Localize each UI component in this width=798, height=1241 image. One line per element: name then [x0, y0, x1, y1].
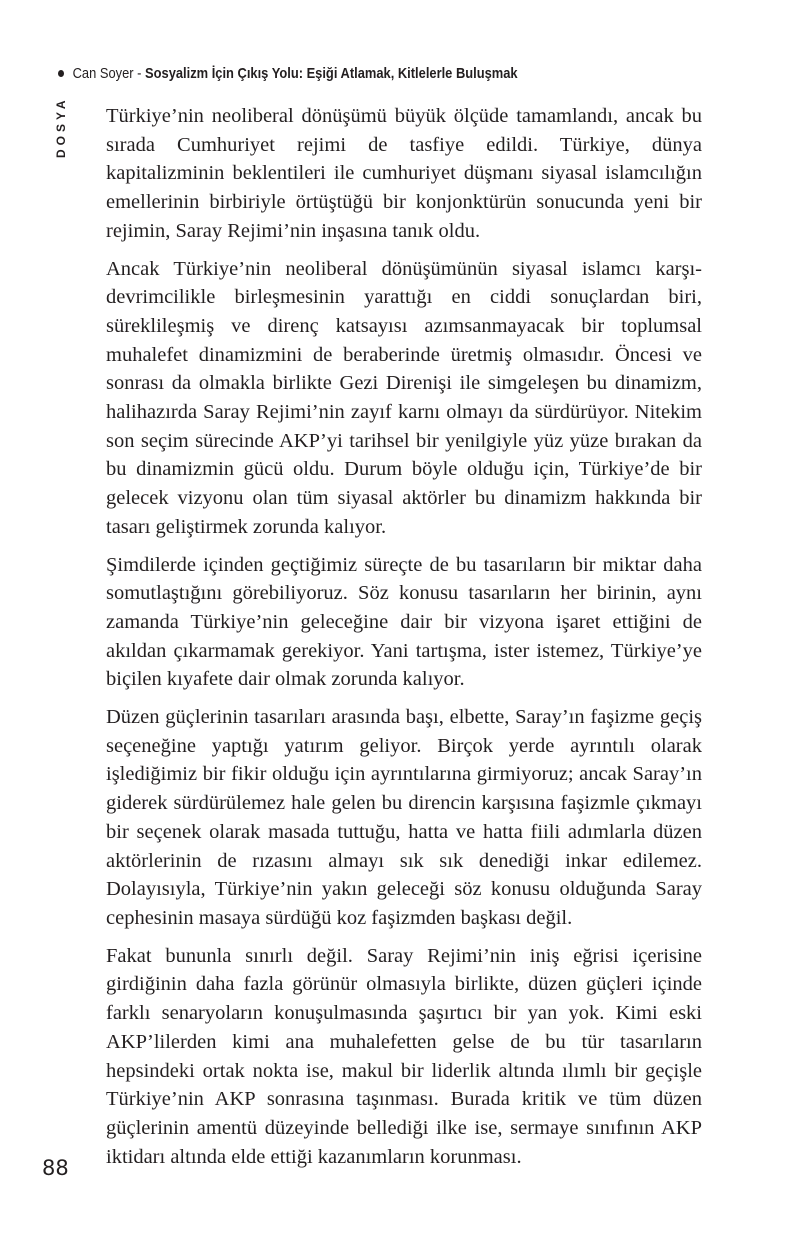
section-label — [54, 88, 74, 158]
section-label-text: DOSYA — [54, 96, 68, 158]
paragraph: Düzen güçlerinin tasarıları arasında başı, elbette, Saray’ın faşizme geçiş seçeneğine yaptığı yatırım geliyor. Birçok yerde ayrıntılı olarak işlediğimiz bir fikir olduğu için ayrıntılarına girmiyoruz; ancak Saray’ın giderek sürdürülemez hale gelen bu direncin karşısına faşizmle çıkmayı bir seçenek olarak masada tuttuğu, hatta ve hatta fiili adımlarla düzen aktörlerinin de rızasını almayı sık sık denediği inkar edilemez. Dolayısıyla, Türkiye’nin yakın geleceği söz konusu olduğunda Saray cephesinin masaya sürdüğü koz faşizmden başkası değil. — [106, 706, 702, 929]
header-author: Can Soyer - — [72, 65, 146, 82]
page-number: 88 — [42, 1156, 69, 1180]
header-title: Sosyalizm İçin Çıkış Yolu: Eşiği Atlamak, Kitlelerle Buluşmak — [145, 65, 518, 82]
paragraph: Şimdilerde içinden geçtiğimiz süreçte de bu tasarıların bir miktar daha somutlaştığını görebiliyoruz. Söz konusu tasarıların her birinin, aynı zamanda Türkiye’nin geleceğine dair bir vizyona işaret ettiğini de akıldan çıkarmamak gerekiyor. Yani tartışma, ister istemez, Türkiye’ye biçilen kıyafete dair olmak zorunda kalıyor. — [106, 553, 702, 691]
bullet-icon — [58, 70, 64, 77]
running-header — [58, 64, 608, 84]
article-body — [106, 102, 702, 1180]
paragraph: Fakat bununla sınırlı değil. Saray Rejimi’nin iniş eğrisi içerisine girdiğinin daha fazla görünür olmasıyla birlikte, düzen güçleri içinde farklı senaryoların konuşulmasında şaşırtıcı bir yan yok. Kimi eski AKP’lilerden kimi ana muhalefetten gelse de bu tür tasarıların hepsindeki ortak nokta ise, makul bir liderlik altında ılımlı bir geçişle Türkiye’nin AKP sonrasına taşınması. Burada kritik ve tüm düzen güçlerinin amentü düzeyinde bellediği ilke ise, sermaye sınıfının AKP iktidarı altında elde ettiği kazanımların korunması. — [106, 944, 702, 1168]
paragraph: Ancak Türkiye’nin neoliberal dönüşümünün siyasal islamcı karşı-devrimcilikle birleşmesinin yarattığı en ciddi sonuçlardan biri, süreklileşmiş ve direnç katsayısı azımsanmayacak bir toplumsal muhalefet dinamizmini de beraberinde üretmiş olmasıdır. Öncesi ve sonrası da olmakla birlikte Gezi Direnişi ile simgeleşen bu dinamizm, halihazırda Saray Rejimi’nin zayıf karnı olmayı da sürdürüyor. Nitekim son seçim sürecinde AKP’yi tarihsel bir yenilgiyle yüz yüze bırakan da bu dinamizmin gücü oldu. Durum böyle olduğu için, Türkiye’de bir gelecek vizyonu olan tüm siyasal aktörler bu dinamizm hakkında bir tasarı geliştirmek zorunda kalıyor. — [106, 257, 702, 538]
paragraph: Türkiye’nin neoliberal dönüşümü büyük ölçüde tamamlandı, ancak bu sırada Cumhuriyet rejimi de tasfiye edildi. Türkiye, dünya kapitalizminin beklentileri ile cumhuriyet düşmanı siyasal islamcılığın emellerinin birbiriyle örtüştüğü bir konjonktürün sonucunda yeni bir rejimin, Saray Rejimi’nin inşasına tanık oldu. — [106, 105, 702, 242]
